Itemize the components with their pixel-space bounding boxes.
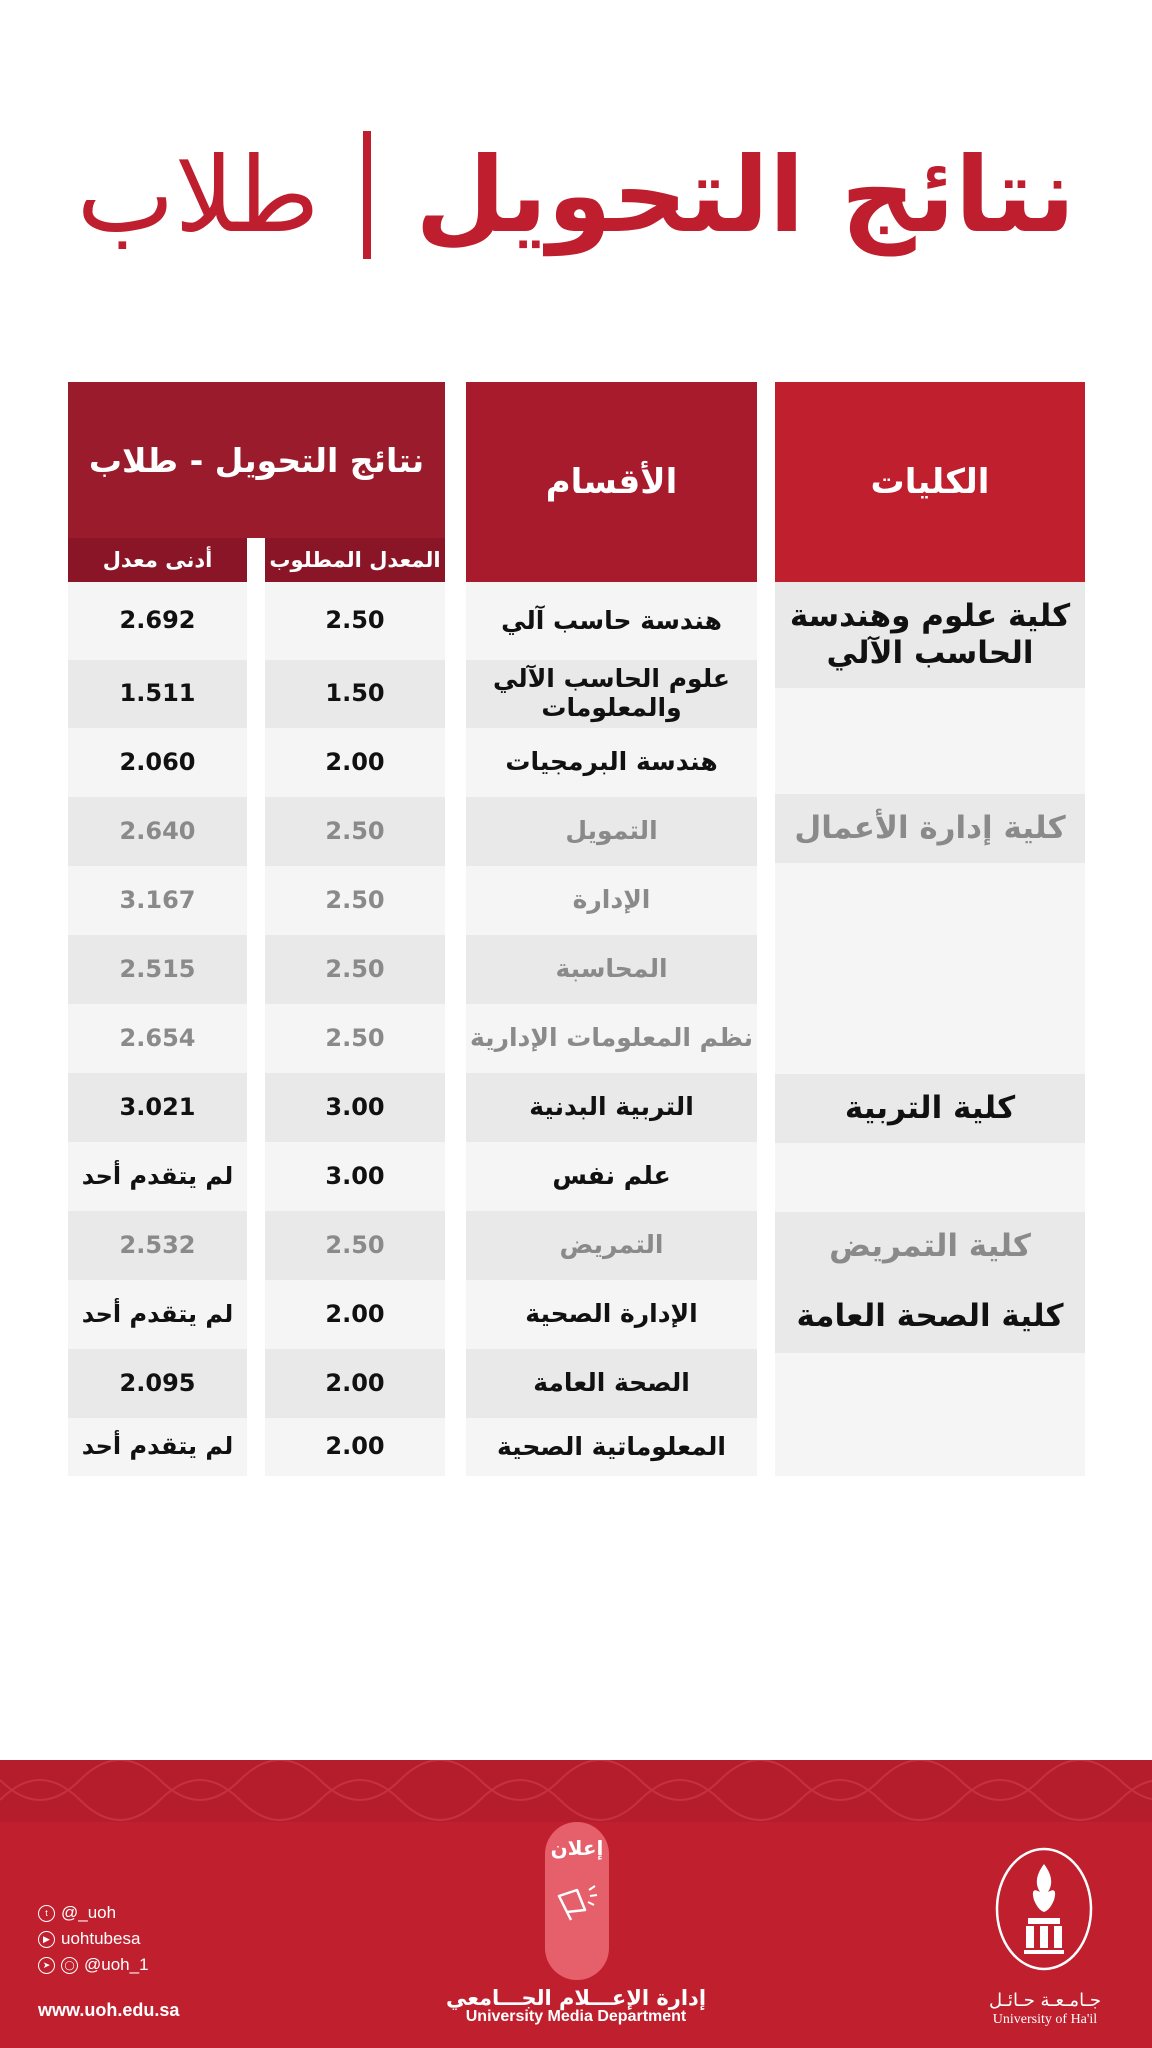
required-gpa-cell: 3.00 xyxy=(265,1073,445,1142)
min-gpa-cell: 3.021 xyxy=(68,1073,247,1142)
required-gpa-header: المعدل المطلوب xyxy=(265,538,445,582)
min-gpa-body xyxy=(68,582,247,1476)
department-cell: المحاسبة xyxy=(466,935,757,1004)
media-department-ar: إدارة الإعـــلام الجـــامعي xyxy=(445,1986,707,2010)
required-gpa-cell: 1.50 xyxy=(265,660,445,728)
department-cell: المعلوماتية الصحية xyxy=(466,1418,757,1476)
university-name-en: University of Ha'il xyxy=(992,2012,1098,2027)
announcement-label: إعلان xyxy=(550,1836,604,1860)
min-gpa-cell: 2.515 xyxy=(68,935,247,1004)
telegram-snapchat-handle: @uoh_1 xyxy=(84,1955,149,1974)
min-gpa-column xyxy=(68,382,247,1476)
required-gpa-cell: 2.50 xyxy=(265,582,445,660)
required-gpa-cell: 2.50 xyxy=(265,797,445,866)
required-gpa-cell: 2.50 xyxy=(265,1211,445,1280)
required-gpa-cell: 2.50 xyxy=(265,1004,445,1073)
departments-header: الأقسام xyxy=(466,382,757,582)
megaphone-icon xyxy=(555,1882,599,1922)
title-main: نتائج التحويل xyxy=(415,134,1076,256)
college-cell: كلية الصحة العامة xyxy=(775,1281,1085,1353)
department-cell: التربية البدنية xyxy=(466,1073,757,1142)
department-cell: علم نفس xyxy=(466,1142,757,1211)
title-sub: طلاب xyxy=(76,134,320,256)
required-gpa-body xyxy=(265,582,445,1476)
youtube-handle: uohtubesa xyxy=(61,1929,141,1948)
twitter-handle: @_uoh xyxy=(61,1903,117,1922)
min-gpa-cell: 2.532 xyxy=(68,1211,247,1280)
university-logo xyxy=(994,1846,1094,1972)
social-twitter[interactable] xyxy=(38,1900,149,1926)
media-department-en: University Media Department xyxy=(465,2008,687,2025)
title-divider xyxy=(363,131,371,259)
college-cell: كلية التربية xyxy=(775,1074,1085,1143)
min-gpa-cell: 2.692 xyxy=(68,582,247,660)
required-gpa-cell: 2.50 xyxy=(265,866,445,935)
required-gpa-cell: 2.00 xyxy=(265,1349,445,1418)
department-cell: التمويل xyxy=(466,797,757,866)
college-cell: كلية علوم وهندسة الحاسب الآلي xyxy=(775,582,1085,688)
department-cell: علوم الحاسب الآلي والمعلومات xyxy=(466,660,757,728)
department-cell: هندسة حاسب آلي xyxy=(466,582,757,660)
university-name-ar: جـامـعـة حـائـل xyxy=(989,1990,1101,2011)
department-cell: الصحة العامة xyxy=(466,1349,757,1418)
department-cell: نظم المعلومات الإدارية xyxy=(466,1004,757,1073)
colleges-body xyxy=(775,582,1085,1476)
required-gpa-cell: 3.00 xyxy=(265,1142,445,1211)
college-cell: كلية التمريض xyxy=(775,1212,1085,1281)
website-link[interactable]: www.uoh.edu.sa xyxy=(38,2000,180,2020)
telegram-icon: ➤ xyxy=(38,1957,55,1974)
social-links xyxy=(38,1900,149,1978)
departments-column xyxy=(466,382,757,1476)
min-gpa-cell: 2.095 xyxy=(68,1349,247,1418)
colleges-column xyxy=(775,382,1085,1476)
min-gpa-cell: 2.654 xyxy=(68,1004,247,1073)
departments-body xyxy=(466,582,757,1476)
youtube-icon: ▶ xyxy=(38,1931,55,1948)
social-youtube[interactable] xyxy=(38,1926,149,1952)
required-gpa-cell: 2.00 xyxy=(265,1418,445,1476)
college-cell: كلية إدارة الأعمال xyxy=(775,794,1085,863)
footer-pattern xyxy=(0,1760,1152,1822)
required-gpa-cell: 2.50 xyxy=(265,935,445,1004)
department-cell: الإدارة xyxy=(466,866,757,935)
min-gpa-cell: 2.640 xyxy=(68,797,247,866)
announcement-badge xyxy=(545,1822,609,1980)
social-telegram-snapchat[interactable] xyxy=(38,1952,149,1978)
min-gpa-cell: لم يتقدم أحد xyxy=(68,1142,247,1211)
colleges-header: الكليات xyxy=(775,382,1085,582)
min-gpa-cell: 3.167 xyxy=(68,866,247,935)
page-title xyxy=(0,120,1152,270)
min-gpa-header: أدنى معدل xyxy=(68,538,247,582)
required-gpa-cell: 2.00 xyxy=(265,1280,445,1349)
min-gpa-cell: 1.511 xyxy=(68,660,247,728)
department-cell: التمريض xyxy=(466,1211,757,1280)
required-gpa-cell: 2.00 xyxy=(265,728,445,797)
required-gpa-column xyxy=(265,382,445,1476)
results-header: نتائج التحويل - طلاب xyxy=(68,382,445,538)
twitter-icon: t xyxy=(38,1905,55,1922)
snapchat-icon: ◯ xyxy=(61,1957,78,1974)
department-cell: هندسة البرمجيات xyxy=(466,728,757,797)
min-gpa-cell: 2.060 xyxy=(68,728,247,797)
min-gpa-cell: لم يتقدم أحد xyxy=(68,1280,247,1349)
min-gpa-cell: لم يتقدم أحد xyxy=(68,1418,247,1476)
department-cell: الإدارة الصحية xyxy=(466,1280,757,1349)
